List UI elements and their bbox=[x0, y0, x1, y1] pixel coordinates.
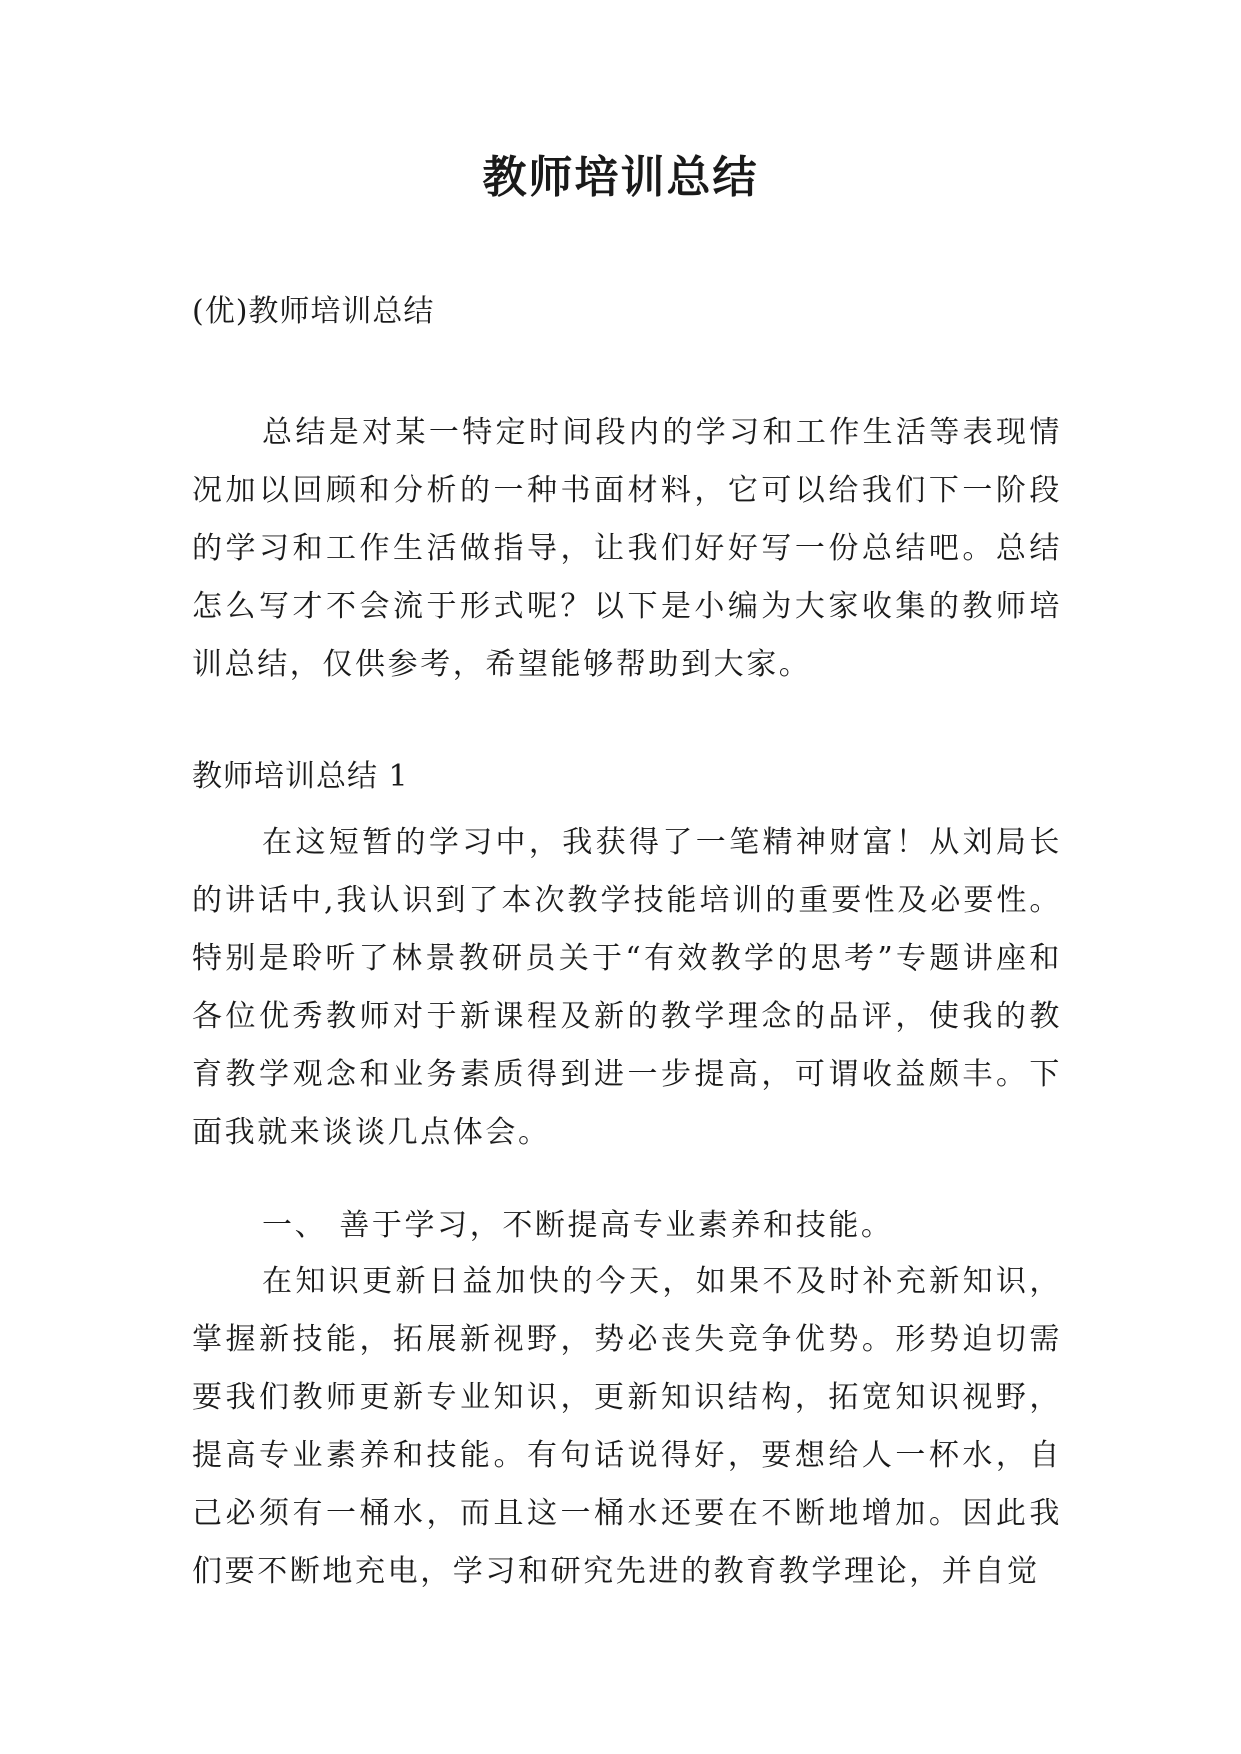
body-paragraph: 在这短暂的学习中，我获得了一笔精神财富！从刘局长的讲话中,我认识到了本次教学技能培训的重要性及必要性。特别是聆听了林景教研员关于“有效教学的思考”专题讲座和各位优秀教师对于新课程及新的教学理念的品评，使我的教育教学观念和业务素质得到进一步提高，可谓收益颇丰。下面我就来谈谈几点体会。 bbox=[192, 825, 1062, 1150]
intro-paragraph: 总结是对某一特定时间段内的学习和工作生活等表现情况加以回顾和分析的一种书面材料，它可以给我们下一阶段的学习和工作生活做指导，让我们好好写一份总结吧。总结怎么写才不会流于形式呢？以下是小编为大家收集的教师培训总结，仅供参考，希望能够帮助到大家。 bbox=[192, 415, 1062, 682]
document-subtitle: (优)教师培训总结 bbox=[192, 294, 435, 329]
document-title: 教师培训总结 bbox=[482, 152, 759, 203]
body-paragraph: 在知识更新日益加快的今天，如果不及时补充新知识，掌握新技能，拓展新视野，势必丧失竞争优势。形势迫切需要我们教师更新专业知识，更新知识结构，拓宽知识视野，提高专业素养和技能。有句话说得好，要想给人一杯水，自己必须有一桶水，而且这一桶水还要在不断地增加。因此我们要不断地充电，学习和研究先进的教育教学理论，并自觉 bbox=[192, 1264, 1062, 1589]
section-heading: 教师培训总结 1 bbox=[192, 759, 409, 794]
point-heading: 一、 善于学习，不断提高专业素养和技能。 bbox=[262, 1208, 894, 1243]
